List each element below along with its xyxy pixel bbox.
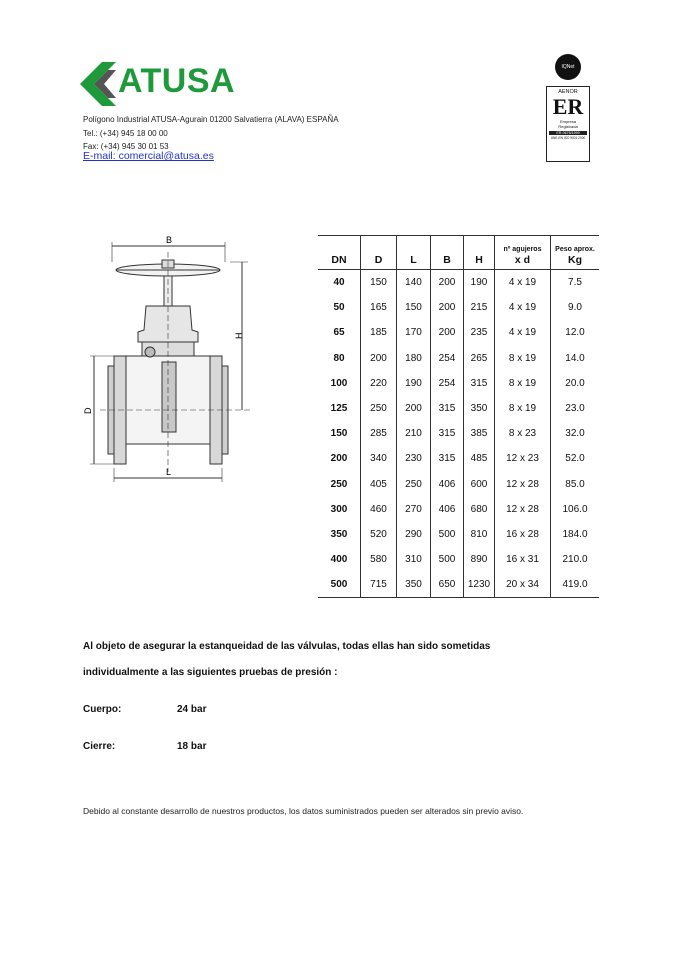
cell-l: 200 — [397, 396, 431, 421]
tel-line: Tel.: (+34) 945 18 00 00 — [83, 128, 168, 138]
cell-l: 270 — [397, 497, 431, 522]
cell-holes: 8 x 19 — [495, 346, 551, 371]
cell-dn: 400 — [330, 554, 348, 566]
cell-dn: 150 — [330, 428, 348, 440]
cell-b: 200 — [431, 270, 464, 296]
cell-l: 290 — [397, 522, 431, 547]
cell-holes: 12 x 28 — [495, 497, 551, 522]
cell-b: 315 — [431, 446, 464, 471]
cell-l: 140 — [397, 270, 431, 296]
cell-l: 310 — [397, 547, 431, 572]
header-weight-top: Peso aprox. — [555, 246, 595, 253]
atusa-logo — [80, 60, 280, 108]
cell-dn: 125 — [330, 403, 348, 415]
aenor-mark: ER — [552, 94, 584, 119]
cell-holes: 4 x 19 — [495, 270, 551, 296]
cell-d: 715 — [361, 572, 397, 598]
cell-dn: 50 — [333, 302, 345, 314]
header-l: L — [397, 236, 431, 270]
header-d: D — [361, 236, 397, 270]
cell-d: 220 — [361, 371, 397, 396]
cell-weight: 106.0 — [551, 497, 600, 522]
table-header-row — [318, 236, 599, 270]
cell-holes: 12 x 23 — [495, 446, 551, 471]
seal-test-label: Cierre: — [83, 741, 116, 752]
address-line: Polígono Industrial ATUSA-Agurain 01200 Salvatierra (ALAVA) ESPAÑA — [83, 115, 339, 124]
cell-d: 165 — [361, 295, 397, 320]
header-weight-bottom: Kg — [568, 254, 582, 266]
cell-holes: 8 x 19 — [495, 396, 551, 421]
cell-b: 254 — [431, 346, 464, 371]
brand-name: ATUSA — [118, 62, 236, 100]
iqnet-badge: IQNet — [555, 54, 581, 80]
aenor-sub-2: Registrada — [558, 124, 578, 129]
cell-dn: 350 — [330, 528, 348, 540]
aenor-sub-1: Empresa — [559, 119, 576, 124]
aenor-title: AENOR — [558, 89, 578, 95]
cell-l: 210 — [397, 421, 431, 446]
seal-test-value: 18 bar — [177, 741, 207, 752]
disclaimer-note: Debido al constante desarrollo de nuestros productos, los datos suministrados pueden ser alterados sin previo aviso. — [83, 806, 524, 816]
cell-weight: 85.0 — [551, 472, 600, 497]
cell-dn: 300 — [330, 503, 348, 515]
cell-l: 230 — [397, 446, 431, 471]
cell-weight: 7.5 — [551, 270, 600, 296]
cell-d: 520 — [361, 522, 397, 547]
aenor-badge — [546, 86, 590, 162]
cell-dn: 65 — [333, 327, 345, 339]
table-row — [318, 421, 599, 446]
cell-dn: 80 — [333, 352, 345, 364]
cell-weight: 52.0 — [551, 446, 600, 471]
cell-l: 250 — [397, 472, 431, 497]
cell-d: 150 — [361, 270, 397, 296]
cell-b: 315 — [431, 421, 464, 446]
cell-h: 680 — [464, 497, 495, 522]
body-test-label: Cuerpo: — [83, 704, 122, 715]
cell-d: 285 — [361, 421, 397, 446]
table-row — [318, 320, 599, 345]
cell-d: 340 — [361, 446, 397, 471]
cell-weight: 9.0 — [551, 295, 600, 320]
cell-h: 190 — [464, 270, 495, 296]
cell-h: 890 — [464, 547, 495, 572]
cell-b: 200 — [431, 295, 464, 320]
header-holes-bottom: x d — [514, 254, 531, 266]
cell-h: 1230 — [464, 572, 495, 598]
cell-l: 150 — [397, 295, 431, 320]
header-weight — [551, 236, 600, 270]
cell-b: 254 — [431, 371, 464, 396]
fax-line: Fax: (+34) 945 30 01 53 — [83, 142, 169, 151]
address-block — [83, 113, 339, 154]
table-row — [318, 497, 599, 522]
dim-label-l: L — [166, 467, 172, 477]
table-row — [318, 396, 599, 421]
cell-l: 170 — [397, 320, 431, 345]
email-link[interactable]: E-mail: comercial@atusa.es — [83, 150, 214, 162]
cell-d: 200 — [361, 346, 397, 371]
cell-h: 265 — [464, 346, 495, 371]
aenor-code: ER-0676/1999 — [549, 131, 587, 135]
cell-holes: 16 x 31 — [495, 547, 551, 572]
cell-holes: 12 x 28 — [495, 472, 551, 497]
cell-d: 250 — [361, 396, 397, 421]
cell-holes: 8 x 23 — [495, 421, 551, 446]
cell-h: 385 — [464, 421, 495, 446]
cell-b: 315 — [431, 396, 464, 421]
cell-b: 200 — [431, 320, 464, 345]
table-row — [318, 371, 599, 396]
table-row — [318, 446, 599, 471]
cell-b: 500 — [431, 522, 464, 547]
header-holes — [495, 236, 551, 270]
table-row — [318, 346, 599, 371]
cell-h: 810 — [464, 522, 495, 547]
cell-b: 406 — [431, 472, 464, 497]
cell-d: 185 — [361, 320, 397, 345]
cell-l: 350 — [397, 572, 431, 598]
cell-h: 315 — [464, 371, 495, 396]
cell-l: 180 — [397, 346, 431, 371]
aenor-foot: UNE-EN ISO 9001:2000 — [550, 136, 586, 140]
cell-weight: 32.0 — [551, 421, 600, 446]
cell-weight: 12.0 — [551, 320, 600, 345]
cell-holes: 4 x 19 — [495, 320, 551, 345]
cell-dn: 200 — [330, 453, 348, 465]
valve-spec-table — [318, 235, 599, 598]
pressure-intro-line-2: individualmente a las siguientes pruebas de presión : — [83, 667, 338, 678]
cell-h: 485 — [464, 446, 495, 471]
cell-holes: 4 x 19 — [495, 295, 551, 320]
cell-l: 190 — [397, 371, 431, 396]
dim-label-b: B — [166, 235, 173, 245]
cell-dn: 500 — [330, 579, 348, 591]
cell-d: 460 — [361, 497, 397, 522]
table-row — [318, 572, 599, 598]
cell-weight: 210.0 — [551, 547, 600, 572]
cell-b: 650 — [431, 572, 464, 598]
cell-holes: 8 x 19 — [495, 371, 551, 396]
table-row — [318, 295, 599, 320]
cell-d: 405 — [361, 472, 397, 497]
cell-h: 350 — [464, 396, 495, 421]
table-row — [318, 472, 599, 497]
header-h: H — [464, 236, 495, 270]
cell-h: 215 — [464, 295, 495, 320]
cell-dn: 40 — [333, 277, 345, 289]
cell-weight: 184.0 — [551, 522, 600, 547]
table-row — [318, 270, 599, 296]
gate-valve-drawing — [80, 232, 270, 492]
cell-b: 500 — [431, 547, 464, 572]
dim-label-h: H — [234, 332, 244, 339]
certification-badges — [546, 54, 590, 162]
cell-b: 406 — [431, 497, 464, 522]
cell-dn: 250 — [330, 478, 348, 490]
table-row — [318, 547, 599, 572]
body-test-value: 24 bar — [177, 704, 207, 715]
cell-weight: 20.0 — [551, 371, 600, 396]
dim-label-d: D — [83, 407, 93, 414]
cell-h: 235 — [464, 320, 495, 345]
cell-weight: 23.0 — [551, 396, 600, 421]
cell-h: 600 — [464, 472, 495, 497]
table-row — [318, 522, 599, 547]
header-dn: DN — [331, 254, 347, 266]
cell-weight: 419.0 — [551, 572, 600, 598]
cell-dn: 100 — [330, 377, 348, 389]
header-b: B — [431, 236, 464, 270]
cell-holes: 20 x 34 — [495, 572, 551, 598]
cell-d: 580 — [361, 547, 397, 572]
header-holes-top: nº agujeros — [503, 246, 542, 253]
cell-holes: 16 x 28 — [495, 522, 551, 547]
cell-weight: 14.0 — [551, 346, 600, 371]
pressure-intro-line-1: Al objeto de asegurar la estanqueidad de las válvulas, todas ellas han sido sometidas — [83, 641, 491, 652]
